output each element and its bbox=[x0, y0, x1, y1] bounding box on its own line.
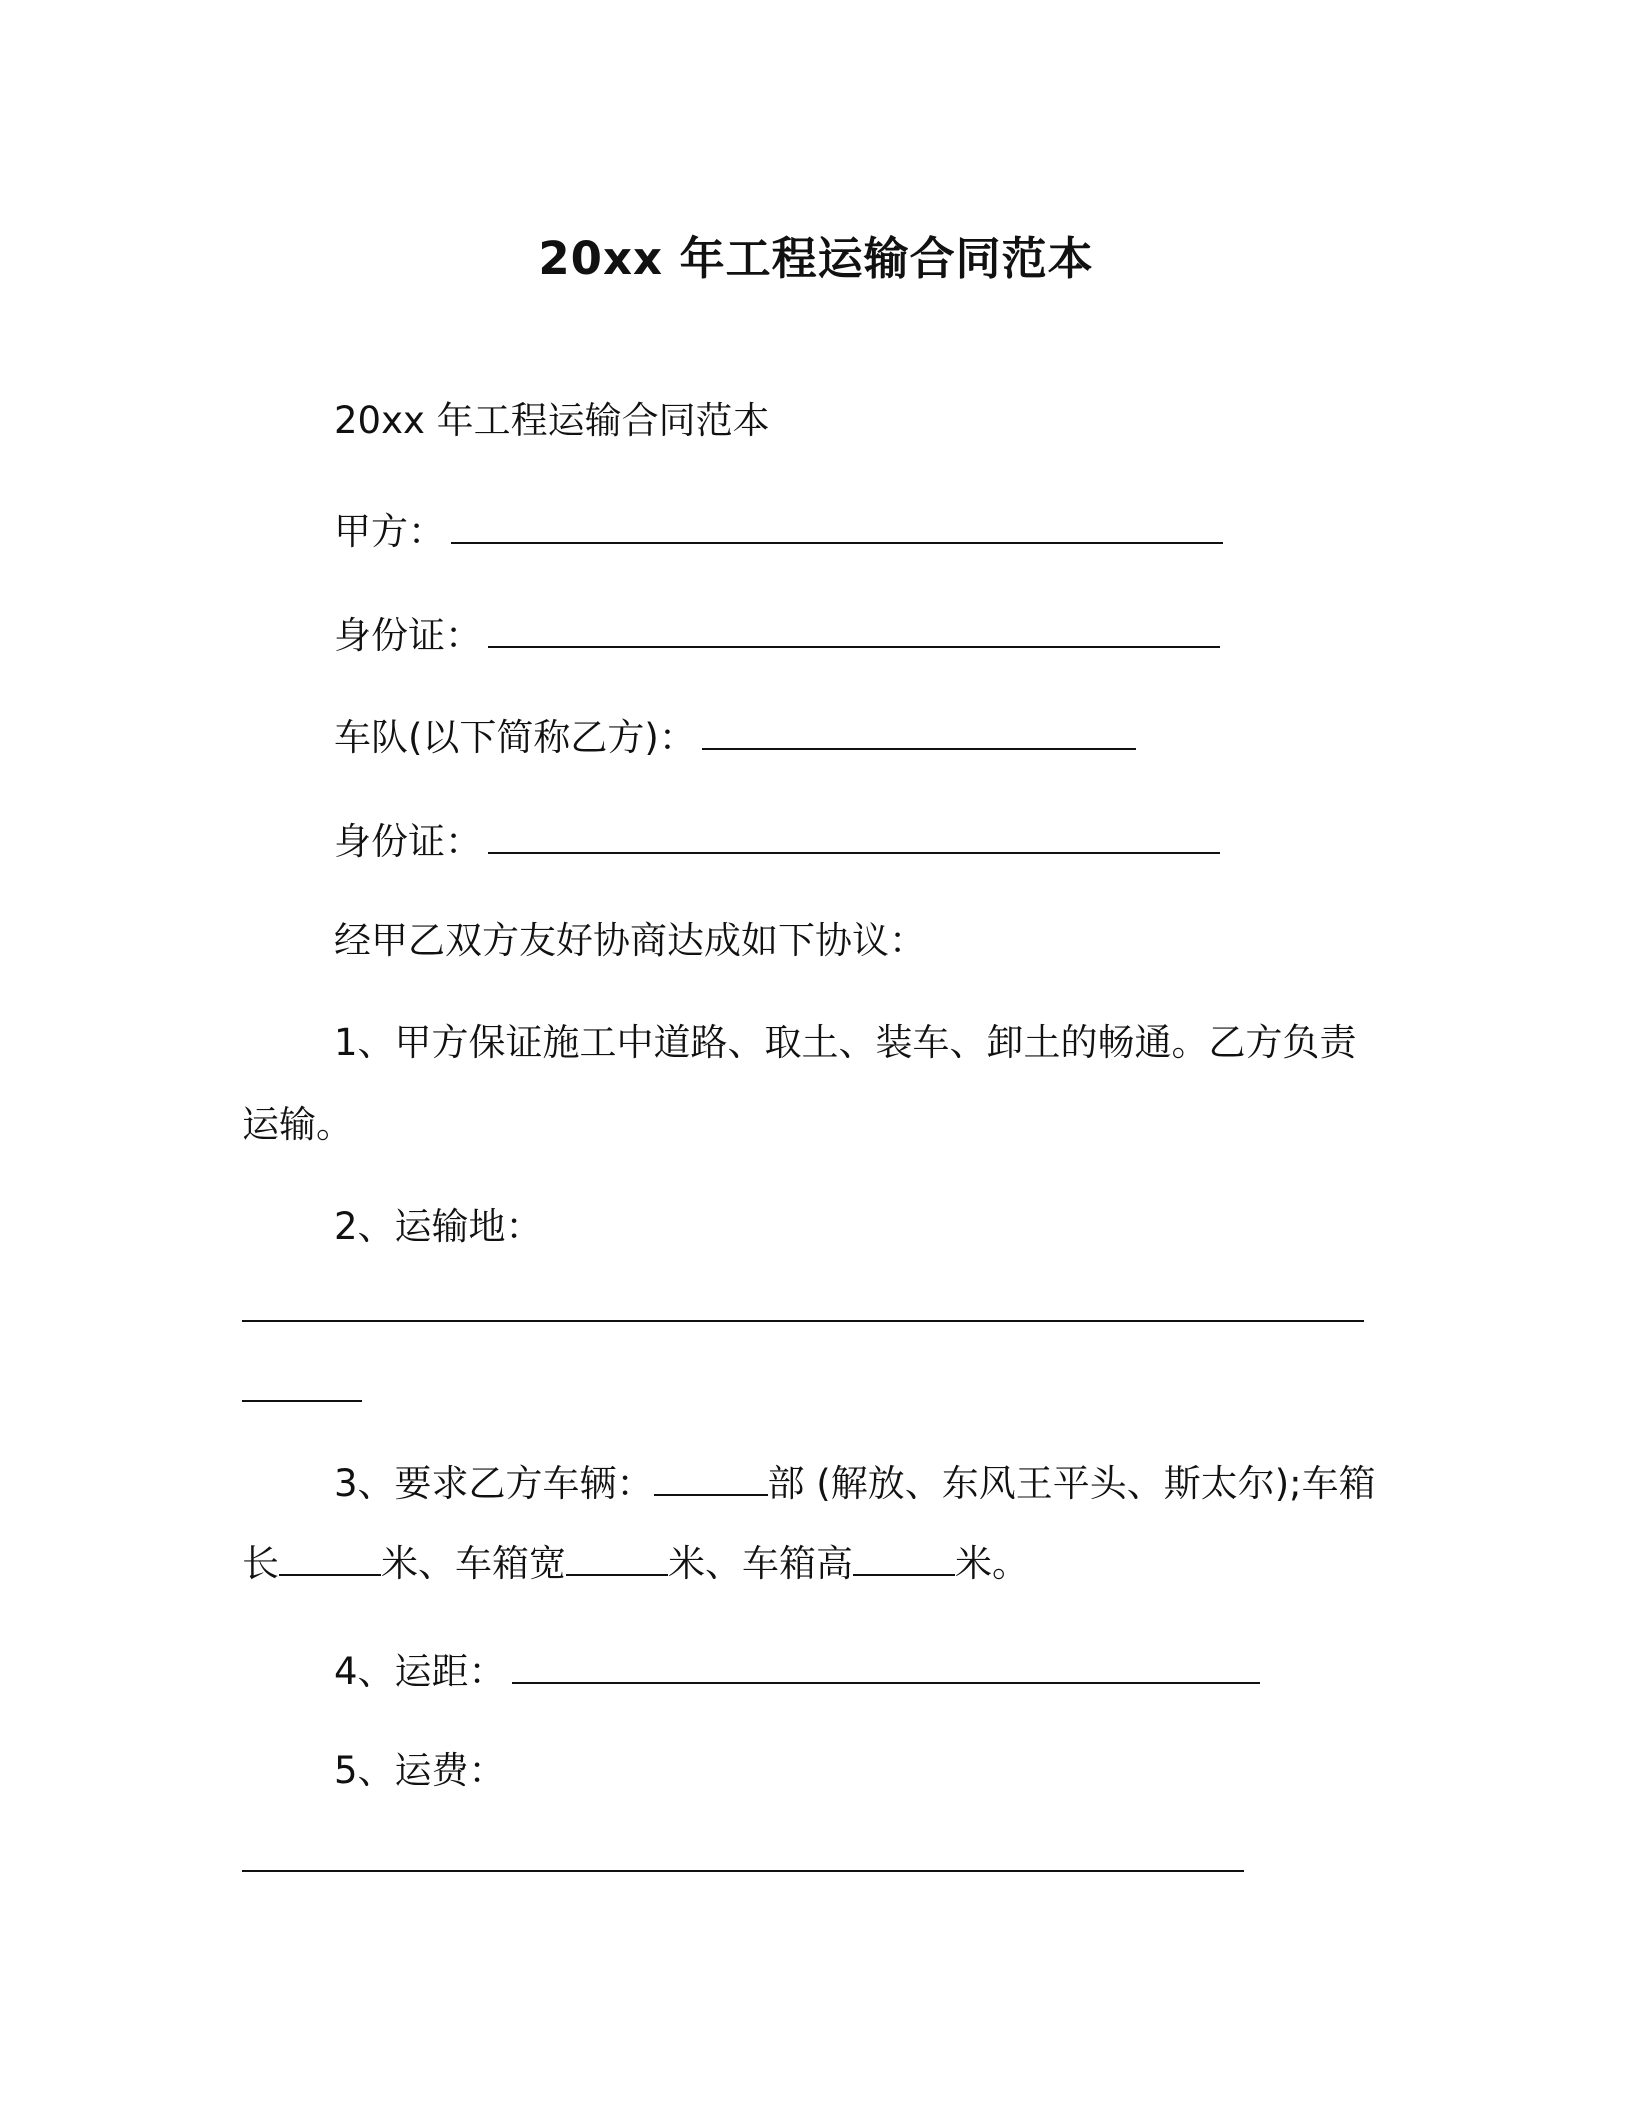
clause-5-blank-line[interactable] bbox=[242, 1870, 1244, 1872]
id-row-1 bbox=[334, 614, 1220, 657]
vehicle-count-blank[interactable] bbox=[654, 1464, 768, 1496]
id-blank-2[interactable] bbox=[488, 822, 1220, 854]
clause-3-line-2 bbox=[242, 1542, 1029, 1585]
clause-3-line-1 bbox=[334, 1462, 1376, 1505]
party-b-label: 车队(以下简称乙方)： bbox=[334, 716, 696, 759]
clause-3-m2: 米、车箱高 bbox=[668, 1542, 853, 1585]
clause-3-m3: 米。 bbox=[955, 1542, 1029, 1585]
clause-1-line-1: 1、甲方保证施工中道路、取土、装车、卸土的畅通。乙方负责 bbox=[334, 1021, 1357, 1064]
clause-2-blank-line-2[interactable] bbox=[242, 1400, 362, 1402]
clause-3-mid: 部 (解放、东风王平头、斯太尔);车箱 bbox=[767, 1462, 1376, 1505]
box-height-blank[interactable] bbox=[853, 1544, 955, 1576]
clause-2-label: 2、运输地： bbox=[334, 1205, 543, 1248]
clause-3-m1: 米、车箱宽 bbox=[381, 1542, 566, 1585]
id-blank-1[interactable] bbox=[488, 616, 1220, 648]
box-length-blank[interactable] bbox=[279, 1544, 381, 1576]
clause-3-prefix: 3、要求乙方车辆： bbox=[334, 1462, 654, 1505]
distance-blank[interactable] bbox=[512, 1652, 1260, 1684]
document-subtitle: 20xx 年工程运输合同范本 bbox=[334, 399, 770, 442]
party-a-label: 甲方： bbox=[334, 510, 445, 553]
clause-2-blank-line-1[interactable] bbox=[242, 1320, 1364, 1322]
agreement-intro: 经甲乙双方友好协商达成如下协议： bbox=[334, 919, 926, 962]
clause-4-label: 4、运距： bbox=[334, 1650, 506, 1693]
id-row-2 bbox=[334, 820, 1220, 863]
clause-3-len: 长 bbox=[242, 1542, 279, 1585]
clause-4-row bbox=[334, 1650, 1260, 1693]
id-label-1: 身份证： bbox=[334, 614, 482, 657]
id-label-2: 身份证： bbox=[334, 820, 482, 863]
clause-5-label: 5、运费： bbox=[334, 1749, 506, 1792]
party-a-row bbox=[334, 510, 1223, 553]
document-title: 20xx 年工程运输合同范本 bbox=[538, 232, 1094, 285]
party-b-blank[interactable] bbox=[702, 718, 1136, 750]
party-b-row bbox=[334, 716, 1136, 759]
party-a-blank[interactable] bbox=[451, 512, 1223, 544]
box-width-blank[interactable] bbox=[566, 1544, 668, 1576]
clause-1-line-2: 运输。 bbox=[242, 1103, 353, 1146]
